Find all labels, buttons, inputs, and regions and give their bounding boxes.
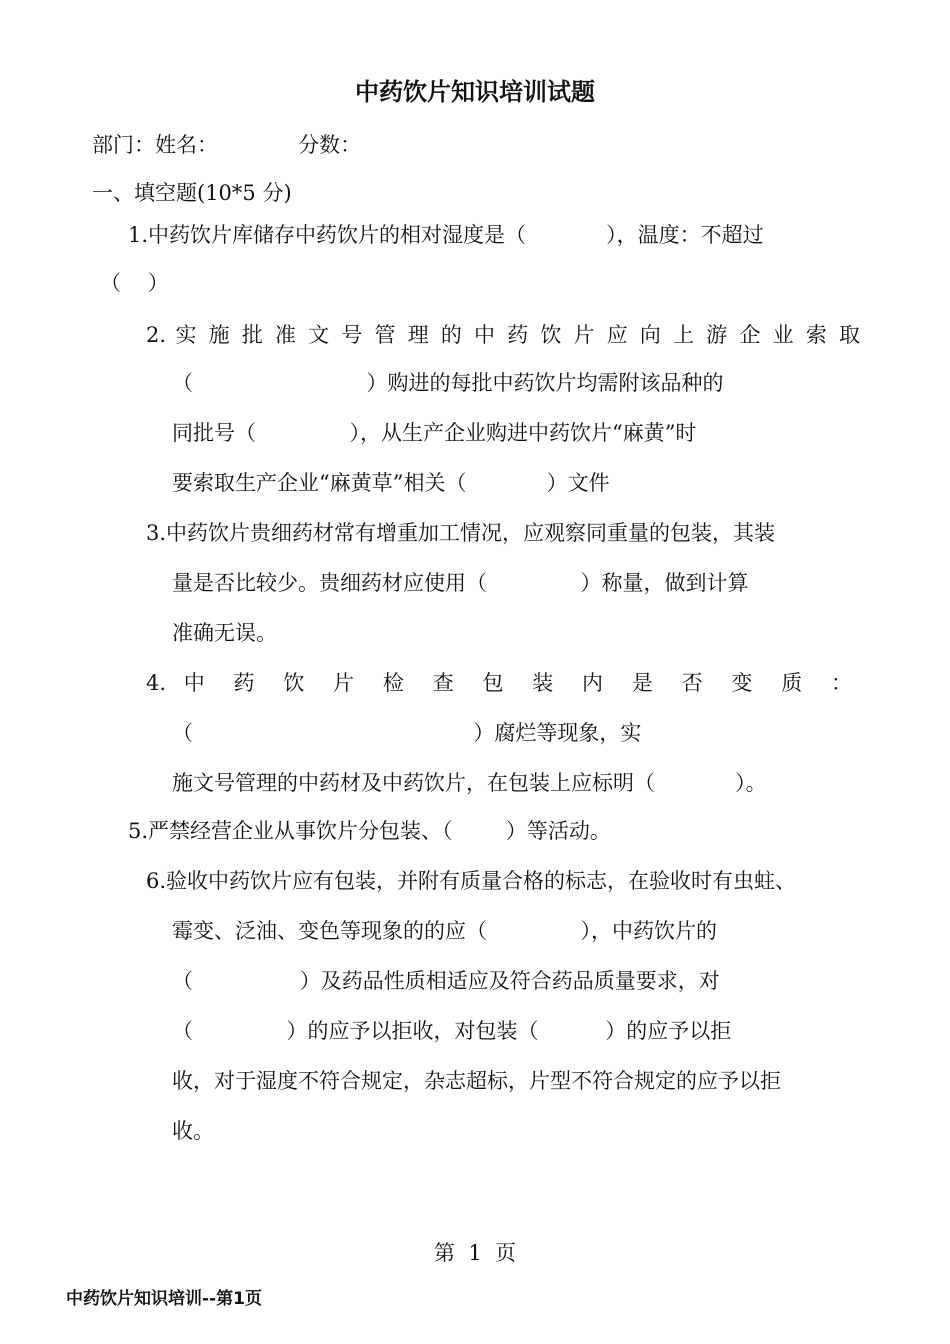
question-4-line-1: 4. 中 药 饮 片 检 查 包 装 内 是 否 变 质 ：	[146, 671, 852, 695]
question-3-line-3: 准确无误。	[172, 621, 277, 645]
question-1-line-2: （ ）	[100, 271, 169, 295]
section-heading: 一、填空题(10*5 分)	[92, 181, 292, 205]
question-3-line-2: 量是否比较少。贵细药材应使用（ ）称量，做到计算	[172, 571, 749, 595]
question-4-line-2: （ ）腐烂等现象，实	[172, 721, 642, 745]
page-number: 第 1 页	[433, 1241, 517, 1265]
footer-note: 中药饮片知识培训--第1页	[66, 1289, 262, 1309]
question-6-line-5: 收，对于湿度不符合规定，杂志超标，片型不符合规定的应予以拒	[172, 1069, 781, 1093]
question-2-line-2: （ ）购进的每批中药饮片均需附该品种的	[172, 371, 724, 395]
question-6-line-2: 霉变、泛油、变色等现象的的应（ ），中药饮片的	[172, 919, 717, 943]
question-2-line-3: 同批号（ ），从生产企业购进中药饮片“麻黄”时	[172, 421, 697, 445]
question-2-line-1: 2. 实 施 批 准 文 号 管 理 的 中 药 饮 片 应 向 上 游 企 业 索 取	[146, 323, 860, 347]
question-4-line-3: 施文号管理的中药材及中药饮片，在包装上应标明（ ）。	[172, 771, 767, 795]
question-1-line-1: 1.中药饮片库储存中药饮片的相对湿度是（ ），温度：不超过	[128, 223, 764, 247]
question-2-line-4: 要索取生产企业“麻黄草”相关（ ）文件	[172, 471, 610, 495]
question-5-line-1: 5.严禁经营企业从事饮片分包装、（ ）等活动。	[128, 819, 611, 843]
question-3-line-1: 3.中药饮片贵细药材常有增重加工情况，应观察同重量的包装，其装	[146, 521, 776, 545]
question-6-line-6: 收。	[172, 1119, 214, 1143]
page-title: 中药饮片知识培训试题	[355, 78, 595, 106]
question-6-line-3: （ ）及药品性质相适应及符合药品质量要求，对	[172, 969, 720, 993]
header-line: 部门：姓名： 分数：	[92, 133, 362, 157]
question-6-line-1: 6.验收中药饮片应有包装，并附有质量合格的标志，在验收时有虫蛀、	[146, 869, 797, 893]
question-6-line-4: （ ）的应予以拒收，对包装（ ）的应予以拒	[172, 1019, 732, 1043]
